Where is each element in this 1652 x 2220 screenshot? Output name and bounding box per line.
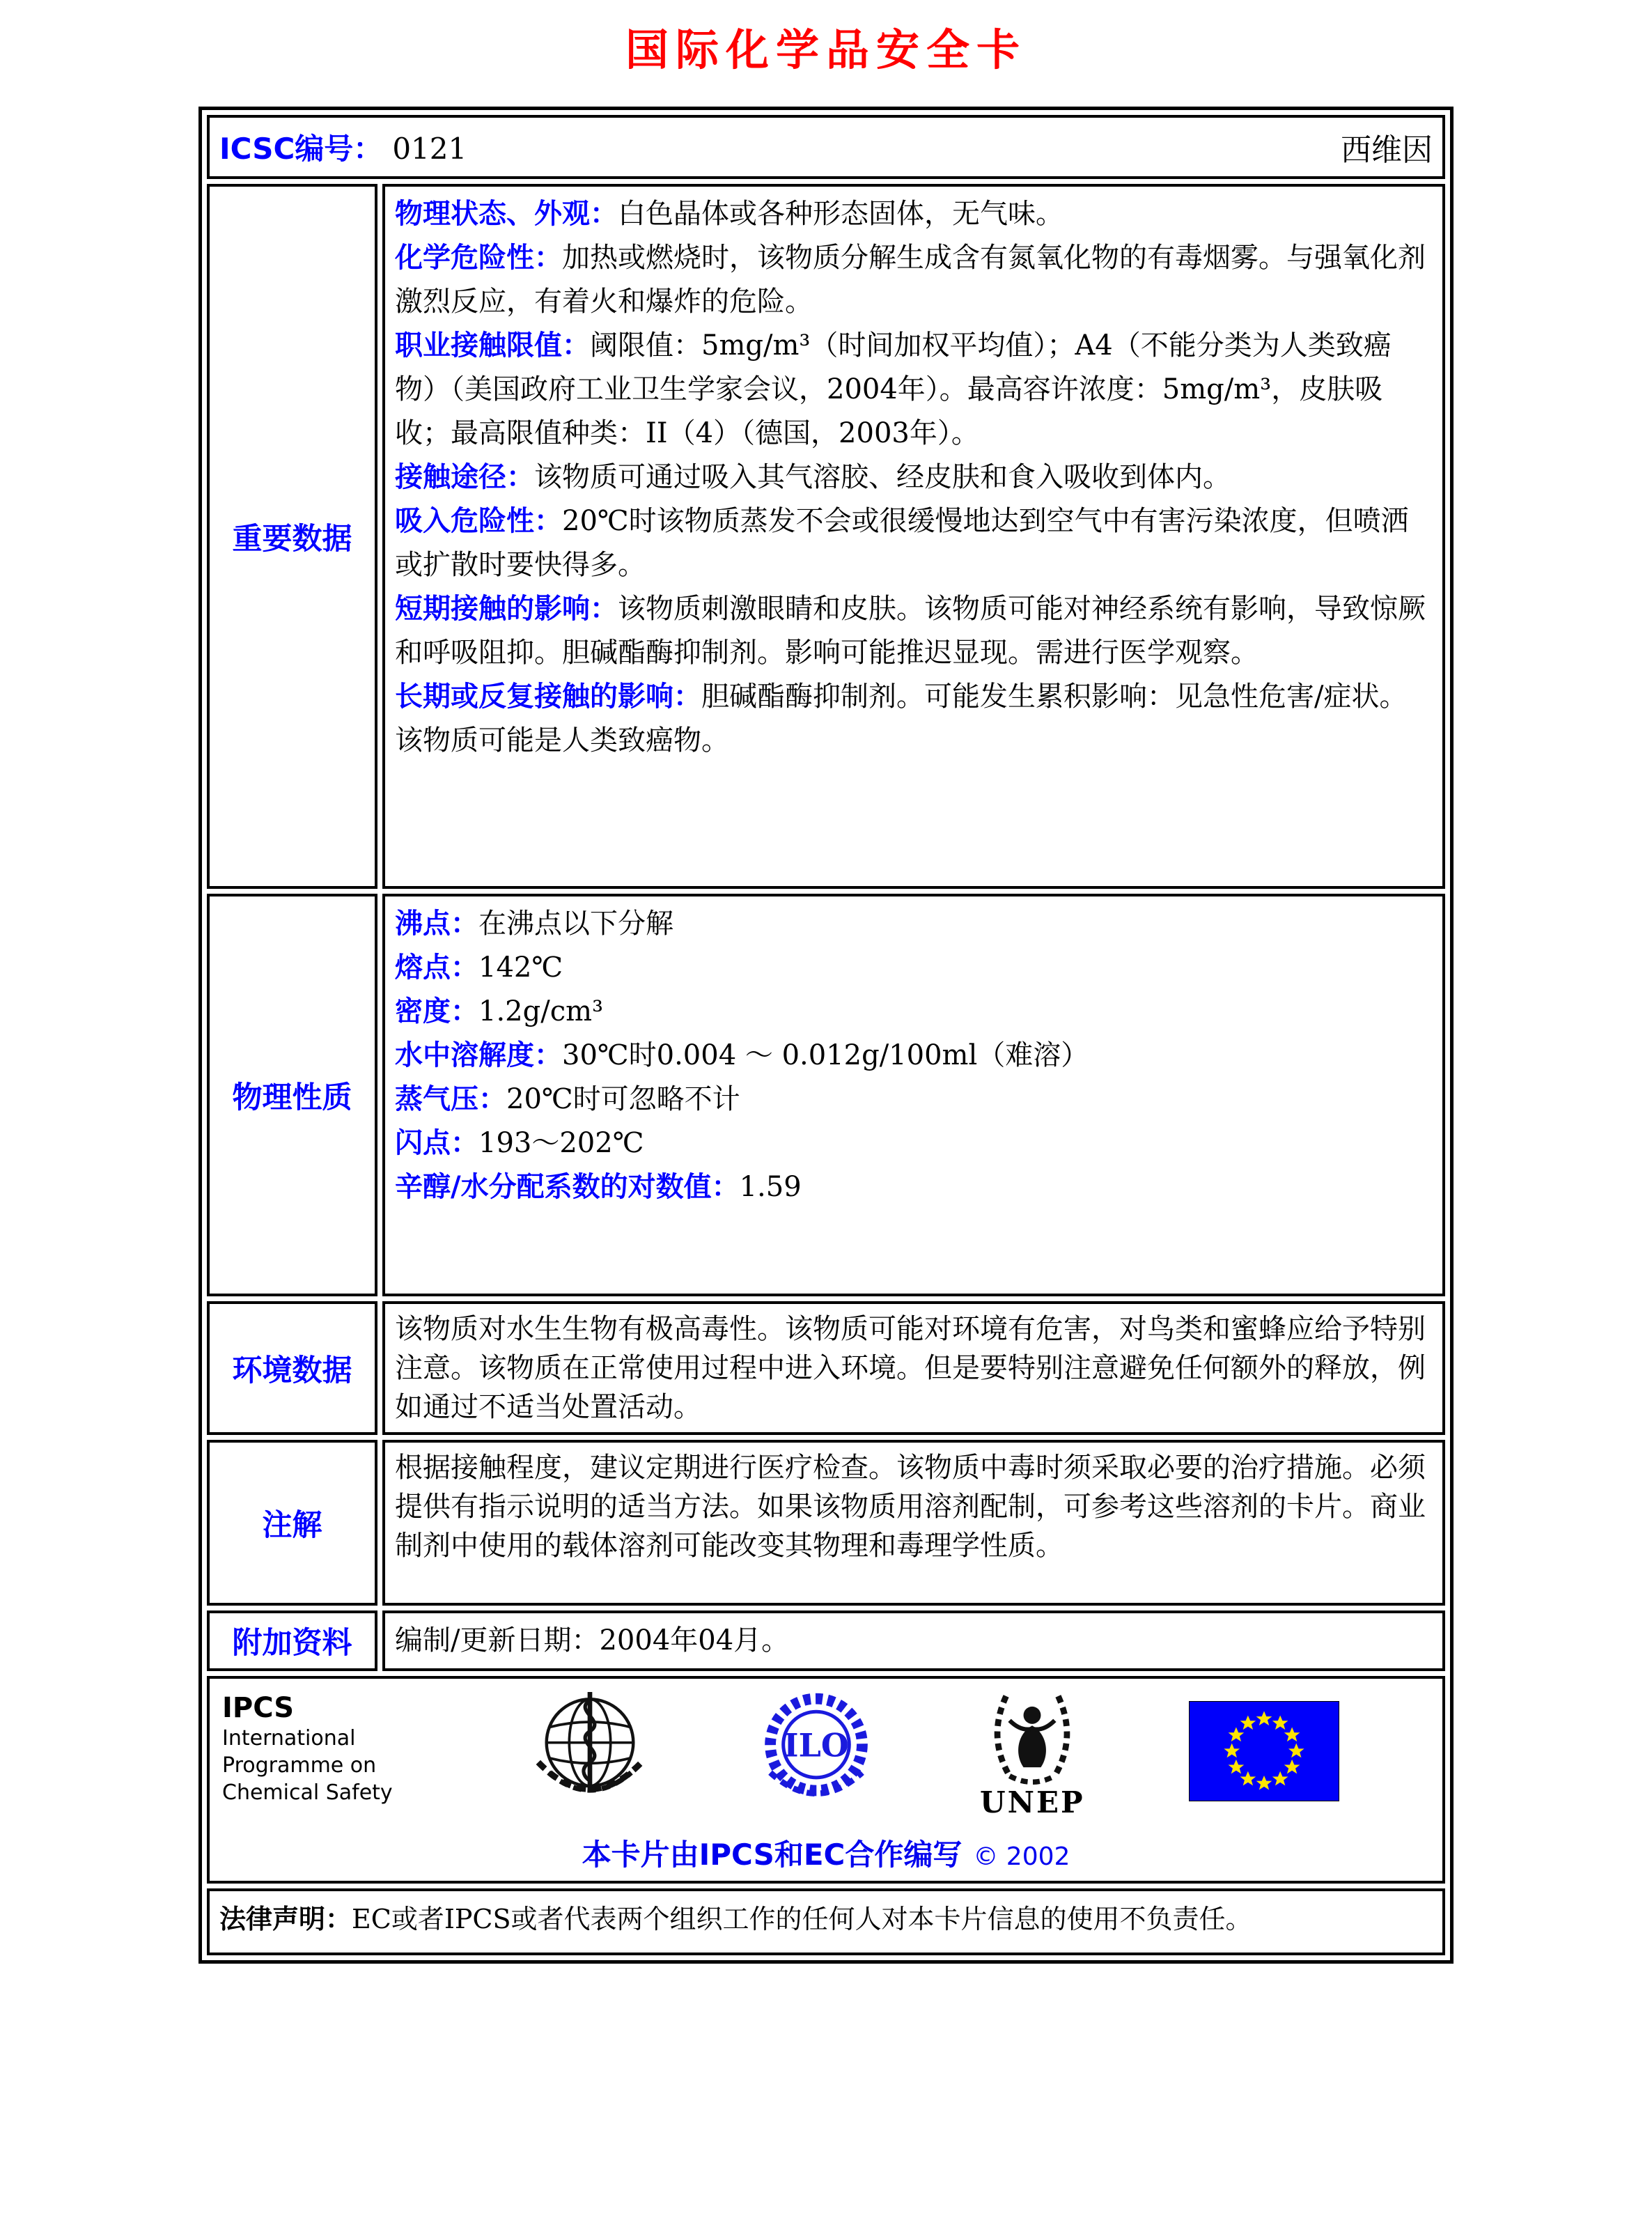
occupational-exposure-limits bbox=[395, 324, 1433, 456]
legal-notice-text: EC或者IPCS或者代表两个组织工作的任何人对本卡片信息的使用不负责任。 bbox=[352, 1904, 1252, 1934]
field-value: 该物质可通过吸入其气溶胶、经皮肤和食入吸收到体内。 bbox=[534, 461, 1231, 493]
field-value: 在沸点以下分解 bbox=[478, 908, 673, 940]
additional-info-text: 编制/更新日期：2004年04月。 bbox=[395, 1624, 790, 1656]
eu-flag-icon bbox=[1189, 1701, 1339, 1801]
caption-text: 本卡片由IPCS和EC合作编写 bbox=[582, 1838, 963, 1872]
icsc-number-value: 0121 bbox=[392, 132, 467, 166]
who-emblem-icon bbox=[528, 1686, 652, 1822]
environmental-data-section-label: 环境数据 bbox=[207, 1301, 377, 1435]
octanol-water-partition-coefficient bbox=[395, 1165, 1433, 1209]
additional-info-section-label: 附加资料 bbox=[207, 1610, 377, 1671]
ipcs-text-block bbox=[222, 1686, 424, 1806]
header-cell bbox=[207, 115, 1445, 179]
field-value: 20℃时可忽略不计 bbox=[506, 1083, 740, 1115]
field-value: 20℃时该物质蒸发不会或很缓慢地达到空气中有害污染浓度，但喷洒或扩散时要快得多。 bbox=[395, 505, 1409, 581]
field-label: 化学危险性： bbox=[395, 242, 562, 274]
icsc-number-group bbox=[219, 126, 467, 168]
physical-state-appearance bbox=[395, 192, 1433, 236]
logos-cell bbox=[207, 1676, 1445, 1884]
important-data-section-label: 重要数据 bbox=[207, 184, 377, 889]
header-row bbox=[207, 115, 1445, 179]
unep-logo bbox=[980, 1686, 1085, 1818]
additional-info-row bbox=[207, 1610, 1445, 1671]
flash-point bbox=[395, 1121, 1433, 1165]
legal-notice bbox=[207, 1888, 1445, 1955]
field-label: 熔点： bbox=[395, 952, 478, 984]
long-term-exposure-effects bbox=[395, 675, 1433, 763]
physical-properties-section-label: 物理性质 bbox=[207, 894, 377, 1296]
field-label: 密度： bbox=[395, 995, 478, 1027]
field-label: 长期或反复接触的影响： bbox=[395, 681, 701, 713]
eu-flag-logo bbox=[1189, 1686, 1430, 1801]
field-label: 蒸气压： bbox=[395, 1083, 506, 1115]
ipcs-line-2: Programme on bbox=[222, 1753, 377, 1778]
field-value: 该物质刺激眼睛和皮肤。该物质可能对神经系统有影响，导致惊厥和呼吸阻抑。胆碱酯酶抑制剂。影响可能推迟显现。需进行医学观察。 bbox=[395, 593, 1426, 669]
routes-of-exposure bbox=[395, 456, 1433, 499]
vapour-pressure bbox=[395, 1078, 1433, 1121]
logos-strip bbox=[222, 1686, 1430, 1822]
ipcs-name: IPCS bbox=[222, 1692, 295, 1724]
field-label: 水中溶解度： bbox=[395, 1039, 562, 1071]
field-label: 短期接触的影响： bbox=[395, 593, 618, 625]
field-value: 白色晶体或各种形态固体，无气味。 bbox=[618, 198, 1063, 230]
field-value: 193～202℃ bbox=[478, 1127, 644, 1159]
boiling-point bbox=[395, 902, 1433, 946]
icsc-card-table bbox=[198, 107, 1454, 1964]
field-label: 闪点： bbox=[395, 1127, 478, 1159]
ipcs-line-3: Chemical Safety bbox=[222, 1780, 393, 1805]
field-label: 吸入危险性： bbox=[395, 505, 562, 537]
unep-emblem-icon bbox=[980, 1686, 1084, 1792]
field-value: 阈限值：5mg/m³（时间加权平均值）；A4（不能分类为人类致癌物）（美国政府工业卫生学家会议，2004年）。最高容许浓度：5mg/m³，皮肤吸收；最高限值种类：II（4）（德国，2003年）。 bbox=[395, 329, 1392, 449]
copyright-text: © 2002 bbox=[973, 1842, 1070, 1871]
environmental-data-row bbox=[207, 1301, 1445, 1435]
field-label: 辛醇/水分配系数的对数值： bbox=[395, 1171, 740, 1203]
cooperation-caption bbox=[222, 1832, 1430, 1874]
ilo-emblem-icon bbox=[756, 1686, 876, 1819]
unep-label: UNEP bbox=[980, 1785, 1085, 1819]
icsc-number-label: ICSC编号： bbox=[219, 132, 383, 166]
field-label: 接触途径： bbox=[395, 461, 534, 493]
physical-properties-content bbox=[382, 894, 1445, 1296]
notes-section-label: 注解 bbox=[207, 1440, 377, 1606]
ilo-monogram-text: ILO bbox=[783, 1726, 849, 1764]
melting-point bbox=[395, 946, 1433, 990]
page-title: 国际化学品安全卡 bbox=[625, 24, 1027, 75]
chemical-name: 西维因 bbox=[1341, 132, 1433, 168]
important-data-content bbox=[382, 184, 1445, 889]
legal-row bbox=[207, 1888, 1445, 1955]
field-value: 胆碱酯酶抑制剂。可能发生累积影响：见急性危害/症状。该物质可能是人类致癌物。 bbox=[395, 681, 1408, 756]
additional-info-content bbox=[382, 1610, 1445, 1671]
notes-content bbox=[382, 1440, 1445, 1606]
water-solubility bbox=[395, 1034, 1433, 1078]
ilo-logo bbox=[756, 1686, 876, 1819]
notes-row bbox=[207, 1440, 1445, 1606]
field-value: 加热或燃烧时，该物质分解生成含有氮氧化物的有毒烟雾。与强氧化剂激烈反应，有着火和爆炸的危险。 bbox=[395, 242, 1426, 318]
field-value: 1.59 bbox=[739, 1171, 802, 1203]
field-value: 30℃时0.004 ～ 0.012g/100ml（难溶） bbox=[562, 1039, 1089, 1071]
field-label: 物理状态、外观： bbox=[395, 198, 618, 230]
legal-notice-label: 法律声明： bbox=[219, 1904, 352, 1934]
physical-properties-row bbox=[207, 894, 1445, 1296]
environmental-data-content bbox=[382, 1301, 1445, 1435]
inhalation-risk bbox=[395, 499, 1433, 587]
notes-text: 根据接触程度，建议定期进行医疗检查。该物质中毒时须采取必要的治疗措施。必须提供有指示说明的适当方法。如果该物质用溶剂配制，可参考这些溶剂的卡片。商业制剂中使用的载体溶剂可能改变其物理和毒理学性质。 bbox=[395, 1452, 1426, 1562]
important-data-row bbox=[207, 184, 1445, 889]
logos-row bbox=[207, 1676, 1445, 1884]
short-term-exposure-effects bbox=[395, 587, 1433, 675]
ipcs-line-1: International bbox=[222, 1726, 356, 1751]
density bbox=[395, 990, 1433, 1034]
field-label: 沸点： bbox=[395, 908, 478, 940]
chemical-dangers bbox=[395, 236, 1433, 324]
field-value: 1.2g/cm³ bbox=[478, 995, 604, 1027]
field-label: 职业接触限值： bbox=[395, 329, 590, 362]
who-logo bbox=[528, 1686, 652, 1822]
environmental-data-text: 该物质对水生生物有极高毒性。该物质可能对环境有危害，对鸟类和蜜蜂应给予特别注意。该物质在正常使用过程中进入环境。但是要特别注意避免任何额外的释放，例如通过不适当处置活动。 bbox=[395, 1313, 1426, 1423]
field-value: 142℃ bbox=[478, 952, 563, 984]
